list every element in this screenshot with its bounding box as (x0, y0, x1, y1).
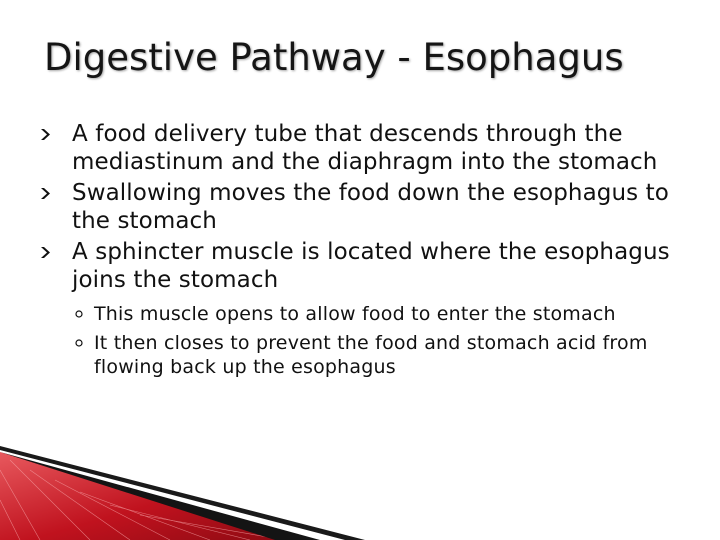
chevron-right-icon (40, 129, 51, 140)
hollow-circle-icon (75, 310, 83, 318)
sub-bullet-item (72, 331, 700, 379)
bullet-text: A food delivery tube that descends through the mediastinum and the diaphragm into the stomach (72, 121, 658, 175)
bullet-item (40, 120, 700, 176)
sub-bullet-item (72, 302, 700, 326)
bullet-text: Swallowing moves the food down the esophagus to the stomach (72, 180, 669, 234)
bullet-list (40, 120, 700, 384)
bullet-text: A sphincter muscle is located where the esophagus joins the stomach (72, 239, 670, 293)
sub-bullet-text: This muscle opens to allow food to enter the stomach (94, 303, 616, 325)
bullet-item (40, 238, 700, 379)
sub-bullet-text: It then closes to prevent the food and stomach acid from flowing back up the esophagus (94, 332, 648, 378)
sub-bullet-list (72, 302, 700, 379)
chevron-right-icon (40, 188, 51, 199)
bullet-item (40, 179, 700, 235)
slide-title: Digestive Pathway - Esophagus (44, 36, 624, 79)
hollow-circle-icon (75, 339, 83, 347)
chevron-right-icon (40, 247, 51, 258)
